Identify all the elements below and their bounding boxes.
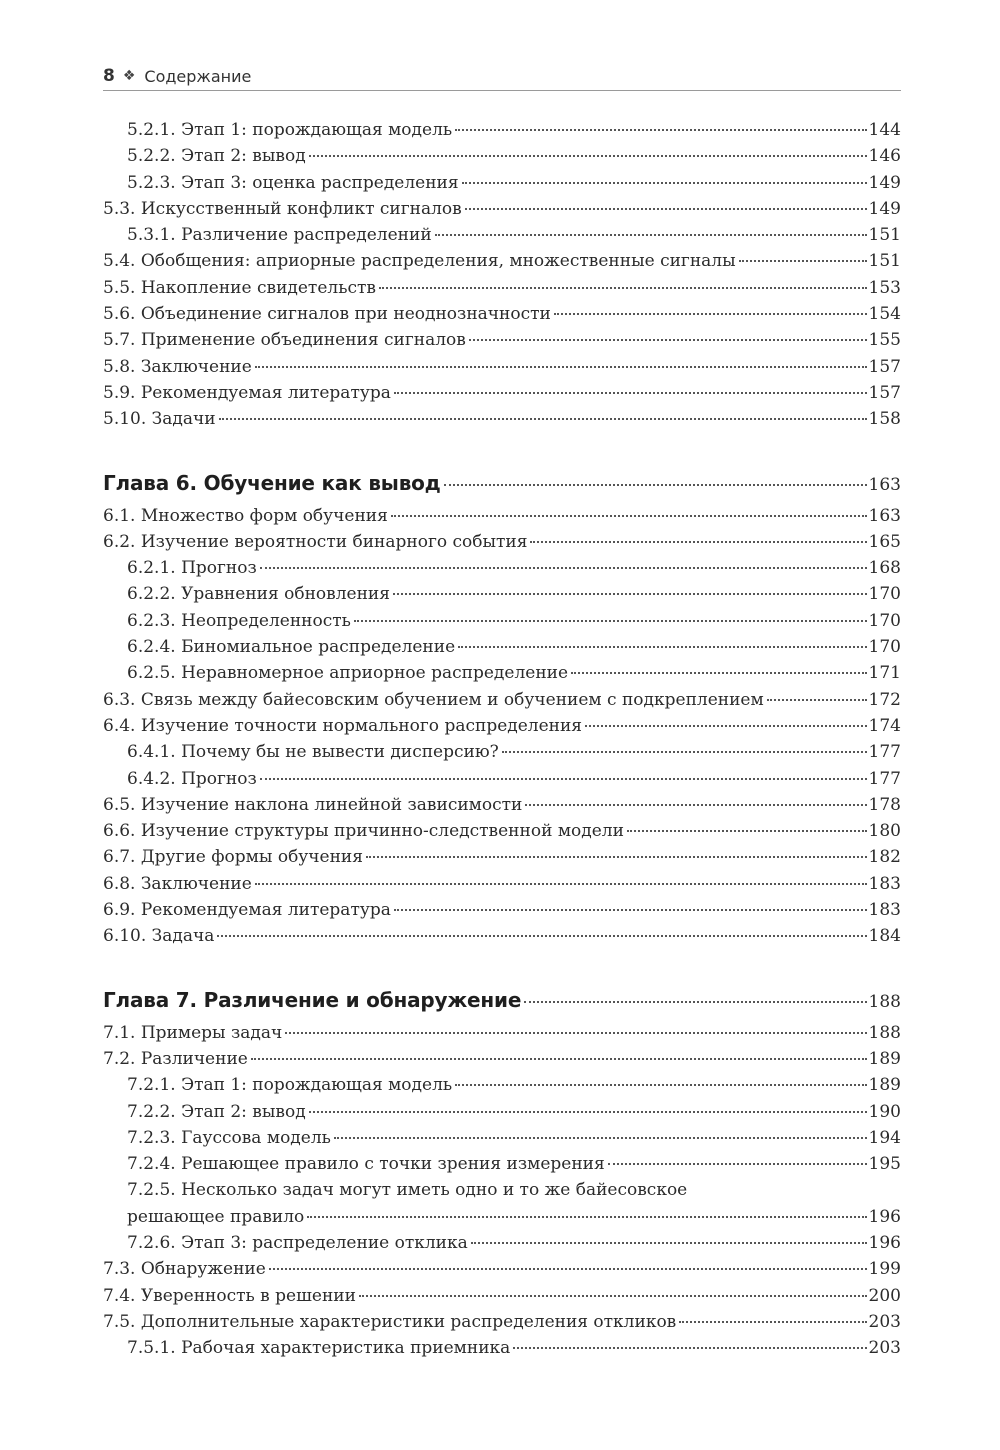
toc-entry-wrapped[interactable] — [103, 1177, 901, 1230]
toc-entry-label: 6.6. Изучение структуры причинно-следственной модели — [103, 821, 624, 842]
toc-entry[interactable] — [103, 222, 901, 248]
dot-leader — [309, 1111, 867, 1113]
toc-entry-page: 151 — [868, 225, 901, 246]
toc-entry-label: 7.2.6. Этап 3: распределение отклика — [127, 1232, 468, 1253]
toc-entry-label: 5.2.2. Этап 2: вывод — [127, 146, 306, 167]
dot-leader — [679, 1321, 866, 1323]
toc-entry[interactable] — [103, 170, 901, 196]
toc-entry-label: 6.2. Изучение вероятности бинарного события — [103, 531, 528, 552]
dot-leader — [255, 366, 867, 368]
toc-entry[interactable] — [103, 923, 901, 949]
toc-entry-label: 5.3. Искусственный конфликт сигналов — [103, 198, 462, 219]
dot-leader — [571, 672, 867, 674]
dot-leader — [585, 725, 867, 727]
chapter-page: 188 — [868, 991, 901, 1012]
toc-entry[interactable] — [103, 1046, 901, 1072]
toc-entry[interactable] — [103, 503, 901, 529]
toc-entry[interactable] — [103, 766, 901, 792]
dot-leader — [309, 155, 867, 157]
toc-entry-label: 5.2.3. Этап 3: оценка распределения — [127, 172, 459, 193]
toc-entry-page: 146 — [868, 146, 901, 167]
toc-entry-label: 5.9. Рекомендуемая литература — [103, 382, 391, 403]
toc-entry-page: 153 — [868, 277, 901, 298]
toc-entry[interactable] — [103, 844, 901, 870]
dot-leader — [260, 778, 867, 780]
toc-entry-page: 182 — [868, 847, 901, 868]
dot-leader — [525, 804, 866, 806]
toc-entry-label: 5.5. Накопление свидетельств — [103, 277, 376, 298]
toc-entry-page: 149 — [868, 198, 901, 219]
toc-block-chapter7-b — [103, 1230, 901, 1361]
toc-entry-label: 6.2.3. Неопределенность — [127, 610, 351, 631]
toc-block-chapter5 — [103, 117, 901, 433]
toc-entry-page: 195 — [868, 1154, 901, 1175]
toc-entry-page: 165 — [868, 531, 901, 552]
dot-leader — [255, 883, 867, 885]
toc-entry[interactable] — [103, 354, 901, 380]
toc-entry-page: 184 — [868, 926, 901, 947]
toc-entry[interactable] — [103, 301, 901, 327]
toc-entry-page: 203 — [868, 1311, 901, 1332]
toc-entry[interactable] — [103, 327, 901, 353]
toc-entry[interactable] — [103, 897, 901, 923]
dot-leader — [455, 129, 866, 131]
toc-entry[interactable] — [103, 1020, 901, 1046]
toc-entry-page: 203 — [868, 1338, 901, 1359]
dot-leader — [608, 1163, 867, 1165]
toc-entry-label: 7.2. Различение — [103, 1048, 248, 1069]
toc-entry-page: 196 — [868, 1206, 901, 1227]
toc-entry-page: 144 — [868, 120, 901, 140]
toc-entry-page: 157 — [868, 382, 901, 403]
toc-entry-label: решающее правило — [127, 1206, 305, 1227]
toc-entry-page: 180 — [868, 821, 901, 842]
dot-leader — [393, 593, 867, 595]
dot-leader — [462, 182, 867, 184]
toc-entry-page: 183 — [868, 900, 901, 921]
dot-leader — [379, 287, 867, 289]
toc-entry[interactable] — [103, 1283, 901, 1309]
toc-entry-page: 190 — [868, 1101, 901, 1122]
toc-entry-label: 6.2.2. Уравнения обновления — [127, 584, 390, 605]
page-number: 8 — [103, 66, 115, 86]
toc-entry-page: 178 — [868, 794, 901, 815]
toc-entry-page: 171 — [868, 663, 901, 684]
toc-entry[interactable] — [103, 713, 901, 739]
toc-entry[interactable] — [103, 739, 901, 765]
dot-leader — [627, 830, 867, 832]
chapter-title: Глава 7. Различение и обнаружение — [103, 987, 522, 1012]
dot-leader — [394, 909, 867, 911]
toc-entry[interactable] — [103, 143, 901, 169]
table-of-contents — [103, 117, 901, 1361]
toc-entry-page: 155 — [868, 330, 901, 351]
toc-entry[interactable] — [103, 581, 901, 607]
dot-leader — [739, 260, 867, 262]
chapter-page: 163 — [868, 474, 901, 495]
dot-leader — [435, 234, 867, 236]
toc-entry[interactable] — [103, 660, 901, 686]
toc-entry-label: 7.2.2. Этап 2: вывод — [127, 1101, 306, 1122]
toc-entry[interactable] — [103, 196, 901, 222]
dot-leader — [513, 1347, 866, 1349]
toc-entry[interactable] — [103, 1151, 901, 1177]
toc-entry-page: 170 — [868, 637, 901, 658]
toc-entry-label: 6.8. Заключение — [103, 873, 252, 894]
toc-entry-label: 6.1. Множество форм обучения — [103, 505, 388, 526]
toc-entry[interactable] — [103, 406, 901, 432]
toc-entry-page: 194 — [868, 1127, 901, 1148]
toc-entry[interactable] — [103, 634, 901, 660]
toc-entry-label: 6.7. Другие формы обучения — [103, 847, 363, 868]
dot-leader — [251, 1058, 867, 1060]
toc-entry-page: 172 — [868, 689, 901, 710]
toc-entry-page: 200 — [868, 1285, 901, 1306]
toc-entry-page: 154 — [868, 304, 901, 325]
toc-entry-line1 — [103, 1177, 901, 1203]
toc-entry[interactable] — [103, 529, 901, 555]
dot-leader — [458, 646, 866, 648]
toc-entry-page: 188 — [868, 1022, 901, 1043]
dot-leader — [530, 541, 866, 543]
toc-entry-label: 6.4.1. Почему бы не вывести дисперсию? — [127, 742, 499, 763]
toc-entry-label: 7.3. Обнаружение — [103, 1259, 266, 1280]
toc-entry-label: 7.5. Дополнительные характеристики распределения откликов — [103, 1311, 677, 1332]
toc-entry-label: 5.2.1. Этап 1: порождающая модель — [127, 120, 453, 140]
dot-leader — [469, 339, 867, 341]
running-title: Содержание — [144, 66, 252, 86]
toc-entry-page: 177 — [868, 768, 901, 789]
toc-entry-label: 7.2.1. Этап 1: порождающая модель — [127, 1075, 453, 1096]
dot-leader — [502, 751, 867, 753]
toc-entry-page: 199 — [868, 1259, 901, 1280]
toc-block-chapter6 — [103, 503, 901, 950]
dot-leader — [307, 1216, 866, 1218]
toc-entry-page: 189 — [868, 1075, 901, 1096]
toc-entry[interactable] — [103, 117, 901, 143]
dot-leader — [554, 313, 867, 315]
toc-entry-page: 158 — [868, 409, 901, 430]
dot-leader — [219, 418, 867, 420]
toc-entry-label: 5.8. Заключение — [103, 356, 252, 377]
toc-entry[interactable] — [103, 1230, 901, 1256]
toc-block-chapter7-a — [103, 1020, 901, 1178]
toc-entry-line2 — [103, 1204, 901, 1230]
toc-entry[interactable] — [103, 1256, 901, 1282]
toc-entry[interactable] — [103, 380, 901, 406]
toc-entry[interactable] — [103, 1072, 901, 1098]
toc-entry-label: 7.2.5. Несколько задач могут иметь одно и то же байесовское — [127, 1180, 688, 1201]
toc-entry[interactable] — [103, 608, 901, 634]
toc-entry-page: 151 — [868, 251, 901, 272]
toc-entry-label: 6.2.4. Биномиальное распределение — [127, 637, 456, 658]
dot-leader — [269, 1268, 867, 1270]
ornament-icon: ❖ — [122, 68, 136, 84]
toc-entry-label: 5.3.1. Различение распределений — [127, 225, 432, 246]
toc-entry-label: 6.5. Изучение наклона линейной зависимости — [103, 794, 523, 815]
toc-entry[interactable] — [103, 1335, 901, 1361]
toc-entry-label: 7.2.3. Гауссова модель — [127, 1127, 331, 1148]
dot-leader — [767, 699, 867, 701]
toc-entry-page: 170 — [868, 584, 901, 605]
toc-entry[interactable] — [103, 248, 901, 274]
dot-leader — [217, 935, 866, 937]
dot-leader — [334, 1137, 867, 1139]
toc-entry-label: 6.3. Связь между байесовским обучением и обучением с подкреплением — [103, 689, 764, 710]
dot-leader — [285, 1032, 866, 1034]
toc-entry-label: 6.9. Рекомендуемая литература — [103, 900, 391, 921]
toc-entry[interactable] — [103, 792, 901, 818]
toc-entry[interactable] — [103, 1309, 901, 1335]
toc-entry[interactable] — [103, 555, 901, 581]
toc-entry[interactable] — [103, 275, 901, 301]
dot-leader — [524, 1001, 866, 1003]
toc-entry[interactable] — [103, 1099, 901, 1125]
toc-entry[interactable] — [103, 818, 901, 844]
toc-entry-label: 7.5.1. Рабочая характеристика приемника — [127, 1338, 511, 1359]
toc-entry-page: 189 — [868, 1048, 901, 1069]
dot-leader — [366, 856, 867, 858]
dot-leader — [260, 567, 867, 569]
toc-entry-label: 5.4. Обобщения: априорные распределения, множественные сигналы — [103, 251, 736, 272]
toc-entry-label: 5.7. Применение объединения сигналов — [103, 330, 466, 351]
dot-leader — [455, 1084, 866, 1086]
toc-chapter-6[interactable] — [103, 463, 901, 503]
toc-entry-label: 5.6. Объединение сигналов при неоднозначности — [103, 304, 551, 325]
toc-entry-label: 7.1. Примеры задач — [103, 1022, 283, 1043]
toc-entry-page: 183 — [868, 873, 901, 894]
toc-entry-page: 168 — [868, 558, 901, 579]
toc-entry-page: 177 — [868, 742, 901, 763]
toc-entry-label: 6.4.2. Прогноз — [127, 768, 257, 789]
dot-leader — [394, 392, 867, 394]
toc-entry-page: 170 — [868, 610, 901, 631]
toc-entry-page: 149 — [868, 172, 901, 193]
toc-entry[interactable] — [103, 687, 901, 713]
toc-entry-label: 6.2.1. Прогноз — [127, 558, 257, 579]
dot-leader — [444, 484, 867, 486]
dot-leader — [471, 1242, 867, 1244]
toc-entry-label: 6.10. Задача — [103, 926, 215, 947]
toc-entry-label: 7.4. Уверенность в решении — [103, 1285, 356, 1306]
dot-leader — [465, 208, 867, 210]
dot-leader — [391, 515, 867, 517]
toc-entry-label: 6.4. Изучение точности нормального распределения — [103, 715, 583, 736]
toc-entry-label: 6.2.5. Неравномерное априорное распределение — [127, 663, 569, 684]
toc-entry-page: 174 — [868, 715, 901, 736]
toc-chapter-7[interactable] — [103, 980, 901, 1020]
toc-entry-label: 7.2.4. Решающее правило с точки зрения измерения — [127, 1154, 605, 1175]
chapter-title: Глава 6. Обучение как вывод — [103, 470, 441, 495]
toc-entry-label: 5.10. Задачи — [103, 409, 216, 430]
dot-leader — [354, 620, 867, 622]
toc-entry[interactable] — [103, 871, 901, 897]
dot-leader — [359, 1295, 867, 1297]
toc-entry-page: 196 — [868, 1232, 901, 1253]
running-head — [103, 62, 901, 91]
toc-entry-page: 157 — [868, 356, 901, 377]
toc-entry-page: 163 — [868, 505, 901, 526]
toc-entry[interactable] — [103, 1125, 901, 1151]
